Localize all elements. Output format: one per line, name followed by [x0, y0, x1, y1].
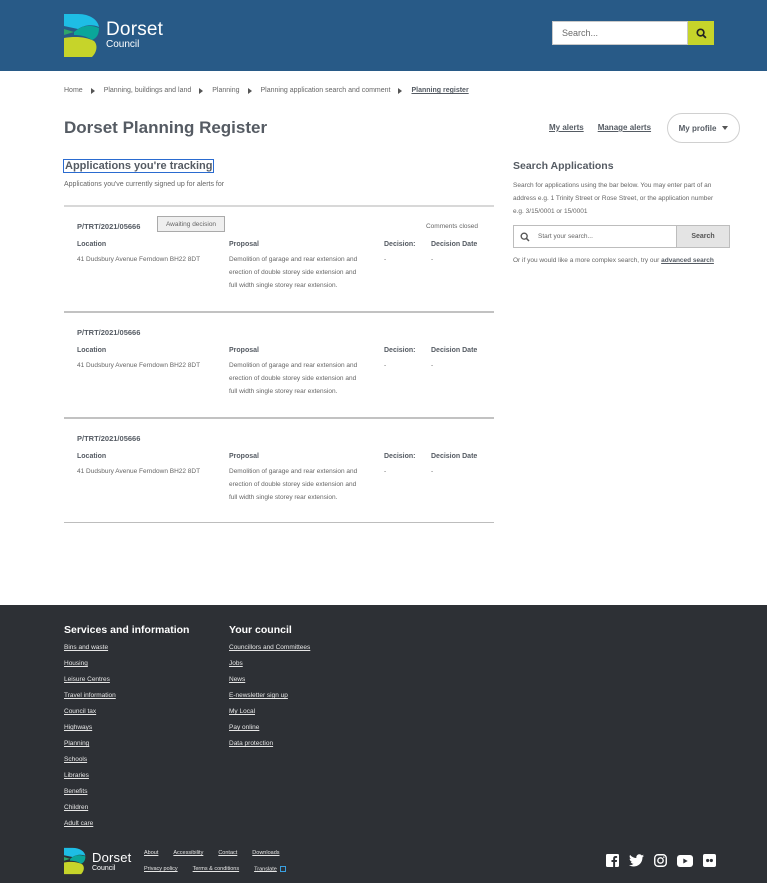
chevron-right-icon — [91, 88, 95, 94]
application-card[interactable] — [64, 417, 494, 523]
location-value: 41 Dudsbury Avenue Ferndown BH22 8DT — [77, 362, 201, 369]
decision-date-label: Decision Date — [431, 453, 478, 460]
footer-link-terms[interactable]: Terms & conditions — [192, 866, 240, 872]
comments-status: Comments closed — [425, 223, 478, 230]
decision-label: Decision: — [384, 453, 416, 460]
footer-services — [64, 624, 189, 836]
dorset-council-logo[interactable] — [64, 13, 168, 57]
footer-link-privacy[interactable]: Privacy policy — [144, 866, 178, 872]
footer-link-highways[interactable]: Highways — [64, 724, 93, 731]
application-search-bar — [513, 225, 730, 248]
breadcrumb-home[interactable]: Home — [64, 87, 83, 94]
application-ref[interactable]: P/TRT/2021/05666 — [77, 328, 141, 337]
footer-link-bins[interactable]: Bins and waste — [64, 644, 109, 651]
footer-link-about[interactable]: About — [144, 850, 159, 856]
footer-link-enewsletter[interactable]: E-newsletter sign up — [229, 692, 288, 699]
location-value: 41 Dudsbury Avenue Ferndown BH22 8DT — [77, 468, 201, 475]
instagram-icon[interactable] — [654, 854, 667, 867]
footer-link-schools[interactable]: Schools — [64, 756, 88, 763]
footer-logo-line2: Council — [92, 864, 116, 872]
location-value: 41 Dudsbury Avenue Ferndown BH22 8DT — [77, 256, 201, 263]
logo-line2: Council — [106, 39, 140, 50]
search-icon — [520, 232, 530, 242]
footer-link-housing[interactable]: Housing — [64, 660, 88, 667]
footer-link-contact[interactable]: Contact — [218, 850, 238, 856]
footer-link-translate[interactable]: Translate — [254, 866, 277, 873]
decision-value: - — [384, 468, 387, 475]
logo-mark-icon — [64, 847, 86, 875]
twitter-icon[interactable] — [629, 854, 644, 867]
my-alerts-link[interactable]: My alerts — [549, 123, 584, 132]
tracking-heading: Applications you're tracking — [65, 160, 213, 172]
application-search-button[interactable]: Search — [676, 226, 729, 247]
chevron-down-icon — [722, 126, 728, 130]
header-search — [552, 21, 714, 45]
decision-label: Decision: — [384, 347, 416, 354]
footer-link-planning[interactable]: Planning — [64, 740, 90, 747]
decision-date-label: Decision Date — [431, 241, 478, 248]
decision-date-value: - — [431, 256, 434, 263]
tracking-subtitle: Applications you've currently signed up for alerts for — [64, 181, 225, 188]
proposal-label: Proposal — [229, 347, 259, 354]
search-applications-heading: Search Applications — [513, 160, 614, 172]
logo-line1: Dorset — [106, 19, 164, 40]
footer-link-libraries[interactable]: Libraries — [64, 772, 89, 779]
footer-services-heading: Services and information — [64, 624, 190, 636]
site-header — [0, 0, 767, 71]
application-search-input[interactable] — [536, 226, 676, 247]
breadcrumb-planning-register[interactable]: Planning register — [411, 87, 469, 94]
breadcrumb — [64, 87, 469, 94]
external-link-icon — [280, 866, 286, 872]
my-profile-button[interactable] — [667, 113, 740, 143]
footer-link-leisure[interactable]: Leisure Centres — [64, 676, 110, 683]
advanced-search-link[interactable]: advanced search — [661, 257, 714, 264]
advanced-search-text: Or if you would like a more complex search, try our advanced search — [513, 257, 714, 264]
location-label: Location — [77, 241, 107, 248]
footer-link-benefits[interactable]: Benefits — [64, 788, 88, 795]
footer-council-heading: Your council — [229, 624, 292, 636]
youtube-icon[interactable] — [677, 855, 693, 867]
header-search-input[interactable] — [552, 21, 688, 45]
footer-link-council-tax[interactable]: Council tax — [64, 708, 97, 715]
location-label: Location — [77, 347, 107, 354]
application-card[interactable] — [64, 311, 494, 417]
decision-value: - — [384, 362, 387, 369]
application-ref[interactable]: P/TRT/2021/05666 — [77, 222, 141, 231]
footer-link-jobs[interactable]: Jobs — [229, 660, 243, 667]
decision-date-value: - — [431, 362, 434, 369]
footer-link-adult-care[interactable]: Adult care — [64, 820, 94, 827]
breadcrumb-planning-application-search[interactable]: Planning application search and comment — [260, 87, 391, 94]
footer-link-news[interactable]: News — [229, 676, 246, 683]
search-icon — [696, 28, 707, 39]
footer-link-councillors[interactable]: Councillors and Committees — [229, 644, 311, 651]
chevron-right-icon — [398, 88, 402, 94]
facebook-icon[interactable] — [606, 854, 619, 867]
status-badge: Awaiting decision — [157, 216, 225, 232]
footer-link-children[interactable]: Children — [64, 804, 89, 811]
footer-link-data-protection[interactable]: Data protection — [229, 740, 274, 747]
footer-logo[interactable] — [64, 847, 132, 875]
search-applications-description: Search for applications using the bar below. You may enter part of an address e.g. 1 Trinity Street or Rose Street, or the application number e.g. 3/15/0001 or 15/0001 — [513, 182, 714, 215]
decision-value: - — [384, 256, 387, 263]
footer-link-downloads[interactable]: Downloads — [252, 850, 280, 856]
application-card[interactable] — [64, 205, 494, 311]
footer-link-accessibility[interactable]: Accessibility — [173, 850, 204, 856]
breadcrumb-planning[interactable]: Planning — [212, 87, 240, 94]
decision-date-value: - — [431, 468, 434, 475]
footer-council — [229, 624, 310, 756]
alert-links — [549, 123, 651, 132]
footer-link-my-local[interactable]: My Local — [229, 708, 256, 715]
manage-alerts-link[interactable]: Manage alerts — [597, 123, 652, 132]
flickr-icon[interactable] — [703, 854, 716, 867]
my-profile-label: My profile — [678, 123, 717, 133]
footer-logo-line1: Dorset — [92, 849, 132, 865]
proposal-label: Proposal — [229, 453, 259, 460]
proposal-value: Demolition of garage and rear extension and erection of double storey side extension and full width single storey rear extension. — [229, 256, 358, 289]
header-search-button[interactable] — [688, 21, 714, 45]
decision-label: Decision: — [384, 241, 416, 248]
chevron-right-icon — [248, 88, 252, 94]
footer-link-travel[interactable]: Travel information — [64, 692, 116, 699]
page-title: Dorset Planning Register — [64, 118, 268, 137]
social-links — [606, 854, 716, 867]
application-list — [64, 205, 494, 523]
proposal-value: Demolition of garage and rear extension and erection of double storey side extension and full width single storey rear extension. — [229, 468, 358, 501]
footer-link-pay-online[interactable]: Pay online — [229, 724, 260, 731]
location-label: Location — [77, 453, 107, 460]
proposal-label: Proposal — [229, 241, 259, 248]
logo-mark-icon — [64, 14, 100, 57]
decision-date-label: Decision Date — [431, 347, 478, 354]
footer-bottom-links — [144, 850, 286, 882]
application-ref[interactable]: P/TRT/2021/05666 — [77, 434, 141, 443]
chevron-right-icon — [199, 88, 203, 94]
site-footer — [0, 605, 767, 883]
proposal-value: Demolition of garage and rear extension and erection of double storey side extension and full width single storey rear extension. — [229, 362, 358, 395]
breadcrumb-planning-buildings-land[interactable]: Planning, buildings and land — [103, 87, 192, 94]
